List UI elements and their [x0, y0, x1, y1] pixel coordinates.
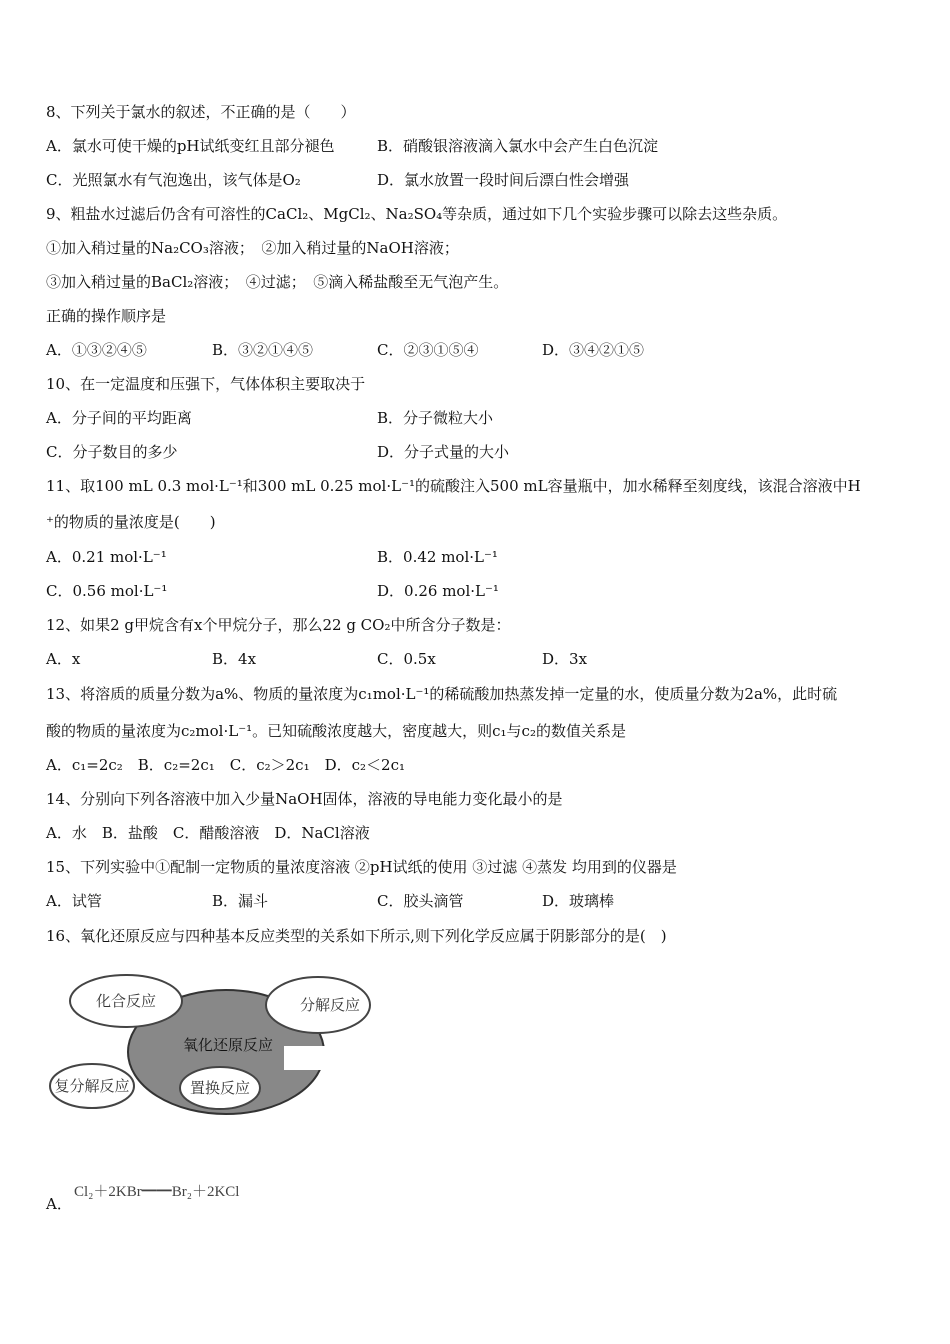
q8-stem: 8、下列关于氯水的叙述，不正确的是（ ） [46, 103, 356, 121]
q9-option-c: C．②③①⑤④ [377, 341, 479, 359]
q16-stem: 16、氧化还原反应与四种基本反应类型的关系如下所示,则下列化学反应属于阴影部分的是( ) [46, 927, 667, 945]
q11-option-c: C．0.56 mol·L⁻¹ [46, 582, 168, 600]
q15-option-c: C．胶头滴管 [377, 892, 464, 910]
q12-option-d: D．3x [542, 650, 588, 668]
q10-option-c: C．分子数目的多少 [46, 443, 178, 461]
q10-option-b: B．分子微粒大小 [377, 409, 494, 427]
q11-stem-cont: ⁺的物质的量浓度是( ) [46, 513, 216, 531]
q8-option-d: D．氯水放置一段时间后漂白性会增强 [377, 171, 630, 189]
q8-option-a: A．氯水可使干燥的pH试纸变红且部分褪色 [46, 137, 335, 155]
q10-option-a: A．分子间的平均距离 [46, 409, 192, 427]
q11-option-d: D．0.26 mol·L⁻¹ [377, 582, 499, 600]
q10-stem: 10、在一定温度和压强下，气体体积主要取决于 [46, 375, 366, 393]
label-decomposition: 分解反应 [299, 996, 361, 1014]
q15-option-d: D．玻璃棒 [542, 892, 615, 910]
q9-prompt: 正确的操作顺序是 [46, 307, 167, 325]
q9-stem: 9、粗盐水过滤后仍含有可溶性的CaCl₂、MgCl₂、Na₂SO₄等杂质，通过如下几个实验步骤可以除去这些杂质。 [46, 205, 788, 223]
q15-stem: 15、下列实验中①配制一定物质的量浓度溶液 ②pH试纸的使用 ③过滤 ④蒸发 均用到的仪器是 [46, 858, 677, 876]
q13-stem: 13、将溶质的质量分数为a%、物质的量浓度为c₁mol·L⁻¹的稀硫酸加热蒸发掉一定量的水，使质量分数为2a%，此时硫 [46, 685, 838, 703]
q15-option-a: A．试管 [46, 892, 102, 910]
q9-option-b: B．③②①④⑤ [212, 341, 314, 359]
label-combination: 化合反应 [95, 992, 157, 1010]
q9-steps-2: ③加入稍过量的BaCl₂溶液； ④过滤； ⑤滴入稀盐酸至无气泡产生。 [46, 273, 509, 291]
label-redox: 氧化还原反应 [182, 1036, 274, 1054]
q13-stem-cont: 酸的物质的量浓度为c₂mol·L⁻¹。已知硫酸浓度越大，密度越大，则c₁与c₂的数值关系是 [46, 722, 626, 740]
q11-stem: 11、取100 mL 0.3 mol·L⁻¹和300 mL 0.25 mol·L⁻¹的硫酸注入500 mL容量瓶中，加水稀释至刻度线，该混合溶液中H [46, 477, 861, 495]
q10-option-d: D．分子式量的大小 [377, 443, 510, 461]
q13-options: A．c₁=2c₂ B．c₂=2c₁ C．c₂＞2c₁ D．c₂＜2c₁ [46, 756, 405, 774]
q9-option-d: D．③④②①⑤ [542, 341, 645, 359]
q8-option-b: B．硝酸银溶液滴入氯水中会产生白色沉淀 [377, 137, 659, 155]
q12-option-c: C．0.5x [377, 650, 436, 668]
q8-option-c: C．光照氯水有气泡逸出，该气体是O₂ [46, 171, 301, 189]
q16-option-a-label: A． [46, 1195, 72, 1213]
q16-option-a-equation: Cl₂＋2KBr━━Br₂＋2KCl [74, 1184, 240, 1200]
label-displacement: 置换反应 [189, 1079, 251, 1097]
q15-option-b: B．漏斗 [212, 892, 269, 910]
q11-option-a: A．0.21 mol·L⁻¹ [46, 548, 167, 566]
q12-option-a: A．x [46, 650, 81, 668]
white-patch [284, 1046, 342, 1070]
q12-option-b: B．4x [212, 650, 257, 668]
q14-options: A．水 B．盐酸 C．醋酸溶液 D．NaCl溶液 [46, 824, 370, 842]
q9-option-a: A．①③②④⑤ [46, 341, 147, 359]
q12-stem: 12、如果2 g甲烷含有x个甲烷分子，那么22 g CO₂中所含分子数是： [46, 616, 511, 634]
q9-steps-1: ①加入稍过量的Na₂CO₃溶液； ②加入稍过量的NaOH溶液； [46, 239, 459, 257]
q11-option-b: B．0.42 mol·L⁻¹ [377, 548, 498, 566]
label-double-displacement: 复分解反应 [54, 1077, 130, 1095]
reaction-type-diagram [46, 970, 376, 1120]
q14-stem: 14、分别向下列各溶液中加入少量NaOH固体，溶液的导电能力变化最小的是 [46, 790, 563, 808]
